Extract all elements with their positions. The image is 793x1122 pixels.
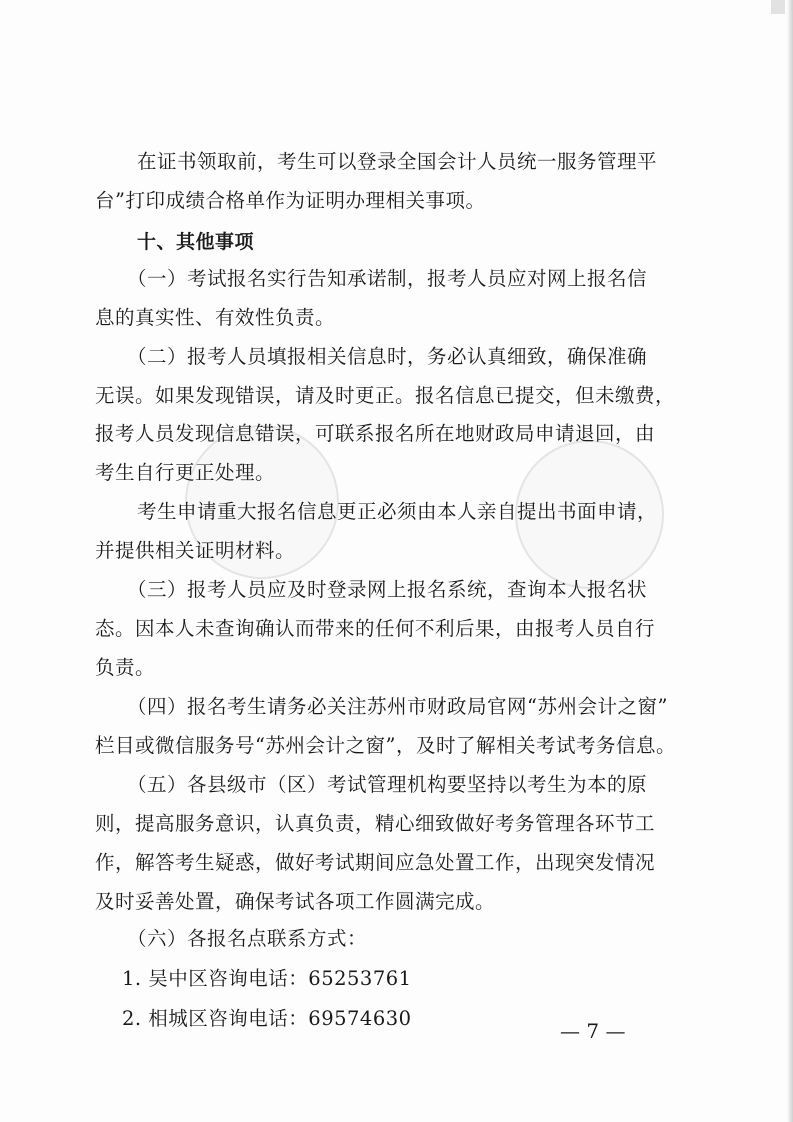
text-line: 息的真实性、有效性负责。 [95,306,336,329]
text-line: （三）报考人员应及时登录网上报名系统，查询本人报名状 [127,578,648,601]
text-line: 报考人员发现信息错误，可联系报名所在地财政局申请退回，由 [95,422,656,445]
text-line: 栏目或微信服务号“苏州会计之窗”，及时了解相关考试考务信息。 [95,734,676,757]
text-line: （四）报名考生请务必关注苏州市财政局官网“苏州会计之窗” [127,695,668,718]
scan-corner-mark [771,0,785,14]
text-line: 并提供相关证明材料。 [95,539,296,562]
text-line: 作，解答考生疑惑，做好考试期间应急处置工作，出现突发情况 [95,851,656,874]
text-line: （五）各县级市（区）考试管理机构要坚持以考生为本的原 [127,773,648,796]
text-line: 台”打印成绩合格单作为证明办理相关事项。 [95,189,486,212]
text-line: 则，提高服务意识，认真负责，精心细致做好考务管理各环节工 [95,812,656,835]
text-line: 考生申请重大报名信息更正必须由本人亲自提出书面申请， [137,500,658,523]
text-line: （二）报考人员填报相关信息时，务必认真细致，确保准确 [127,345,648,368]
contact-line: 1. 吴中区咨询电话：65253761 [122,967,412,990]
text-line: 态。因本人未查询确认而带来的任何不利后果，由报考人员自行 [95,617,656,640]
text-line: 负责。 [95,656,156,679]
page-number: — 7 — [560,1019,626,1043]
text-line: （六）各报名点联系方式： [127,927,368,950]
contact-line: 2. 相城区咨询电话：69574630 [122,1007,412,1030]
text-line: （一）考试报名实行告知承诺制，报考人员应对网上报名信 [127,267,648,290]
section-heading: 十、其他事项 [137,231,255,253]
text-line: 考生自行更正处理。 [95,461,276,484]
text-line: 及时妥善处置，确保考试各项工作圆满完成。 [95,890,496,913]
text-line: 在证书领取前，考生可以登录全国会计人员统一服务管理平 [137,150,658,173]
text-line: 无误。如果发现错误，请及时更正。报名信息已提交，但未缴费， [95,384,676,407]
